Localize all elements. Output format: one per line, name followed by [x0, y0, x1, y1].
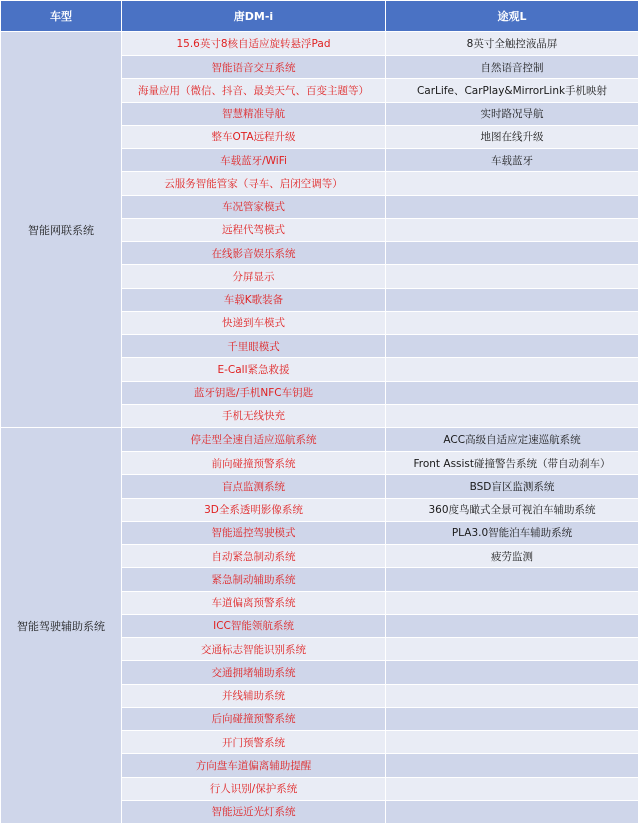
tang-dmi-feature-cell: 手机无线快充: [122, 404, 386, 427]
tiguan-l-feature-cell: [386, 242, 638, 265]
tiguan-l-feature-cell: [386, 381, 638, 404]
tiguan-l-feature-cell: [386, 311, 638, 334]
tang-dmi-feature-cell: 盲点监测系统: [122, 475, 386, 498]
tiguan-l-feature-cell: [386, 638, 638, 661]
tang-dmi-feature-cell: 智能语音交互系统: [122, 56, 386, 79]
tang-dmi-feature-cell: 前向碰撞预警系统: [122, 452, 386, 475]
tiguan-l-feature-cell: [386, 777, 638, 800]
tang-dmi-feature-cell: 快递到车模式: [122, 311, 386, 334]
tiguan-l-feature-cell: [386, 568, 638, 591]
table-row: [1, 428, 638, 452]
header-tang-dmi: 唐DM-i: [122, 1, 386, 32]
tiguan-l-feature-cell: 实时路况导航: [386, 102, 638, 125]
tiguan-l-feature-cell: [386, 335, 638, 358]
table-header: [1, 1, 638, 32]
tang-dmi-feature-cell: 车道偏离预警系统: [122, 591, 386, 614]
tang-dmi-feature-cell: E-Call紧急救援: [122, 358, 386, 381]
tang-dmi-feature-cell: 行人识别/保护系统: [122, 777, 386, 800]
tiguan-l-feature-cell: [386, 218, 638, 241]
tang-dmi-feature-cell: 紧急制动辅助系统: [122, 568, 386, 591]
tang-dmi-feature-cell: 自动紧急制动系统: [122, 545, 386, 568]
header-tiguan-l: 途观L: [386, 1, 638, 32]
tiguan-l-feature-cell: [386, 800, 638, 823]
tang-dmi-feature-cell: 后向碰撞预警系统: [122, 707, 386, 730]
tiguan-l-feature-cell: [386, 754, 638, 777]
tang-dmi-feature-cell: 开门预警系统: [122, 731, 386, 754]
tiguan-l-feature-cell: ACC高级自适应定速巡航系统: [386, 428, 638, 452]
tiguan-l-feature-cell: 自然语音控制: [386, 56, 638, 79]
category-cell: 智能驾驶辅助系统: [1, 428, 122, 824]
tang-dmi-feature-cell: 分屏显示: [122, 265, 386, 288]
header-model-label: 车型: [1, 1, 122, 32]
tang-dmi-feature-cell: 交通拥堵辅助系统: [122, 661, 386, 684]
tiguan-l-feature-cell: [386, 404, 638, 427]
tang-dmi-feature-cell: 15.6英寸8核自适应旋转悬浮Pad: [122, 32, 386, 56]
tang-dmi-feature-cell: 在线影音娱乐系统: [122, 242, 386, 265]
tiguan-l-feature-cell: Front Assist碰撞警告系统（带自动刹车）: [386, 452, 638, 475]
tiguan-l-feature-cell: [386, 614, 638, 637]
tang-dmi-feature-cell: 3D全系透明影像系统: [122, 498, 386, 521]
tiguan-l-feature-cell: [386, 195, 638, 218]
tiguan-l-feature-cell: BSD盲区监测系统: [386, 475, 638, 498]
tiguan-l-feature-cell: [386, 591, 638, 614]
tiguan-l-feature-cell: 360度鸟瞰式全景可视泊车辅助系统: [386, 498, 638, 521]
tang-dmi-feature-cell: 整车OTA远程升级: [122, 125, 386, 148]
tang-dmi-feature-cell: 并线辅助系统: [122, 684, 386, 707]
tang-dmi-feature-cell: 交通标志智能识别系统: [122, 638, 386, 661]
tiguan-l-feature-cell: [386, 731, 638, 754]
tang-dmi-feature-cell: 蓝牙钥匙/手机NFC车钥匙: [122, 381, 386, 404]
tang-dmi-feature-cell: 车载K歌装备: [122, 288, 386, 311]
tiguan-l-feature-cell: PLA3.0智能泊车辅助系统: [386, 521, 638, 544]
tiguan-l-feature-cell: [386, 661, 638, 684]
tiguan-l-feature-cell: [386, 358, 638, 381]
category-cell: 智能网联系统: [1, 32, 122, 428]
tang-dmi-feature-cell: ICC智能领航系统: [122, 614, 386, 637]
tang-dmi-feature-cell: 云服务智能管家（寻车、启闭空调等）: [122, 172, 386, 195]
tang-dmi-feature-cell: 车况管家模式: [122, 195, 386, 218]
table-body: [1, 32, 638, 824]
tiguan-l-feature-cell: [386, 684, 638, 707]
tang-dmi-feature-cell: 远程代驾模式: [122, 218, 386, 241]
tang-dmi-feature-cell: 智慧精准导航: [122, 102, 386, 125]
tiguan-l-feature-cell: 地图在线升级: [386, 125, 638, 148]
tang-dmi-feature-cell: 智能远近光灯系统: [122, 800, 386, 823]
tiguan-l-feature-cell: 8英寸全触控液晶屏: [386, 32, 638, 56]
tang-dmi-feature-cell: 车载蓝牙/WiFi: [122, 149, 386, 172]
tang-dmi-feature-cell: 方向盘车道偏离辅助提醒: [122, 754, 386, 777]
tiguan-l-feature-cell: [386, 265, 638, 288]
tiguan-l-feature-cell: [386, 707, 638, 730]
tang-dmi-feature-cell: 海量应用（微信、抖音、最美天气、百变主题等）: [122, 79, 386, 102]
tiguan-l-feature-cell: [386, 288, 638, 311]
tiguan-l-feature-cell: 疲劳监测: [386, 545, 638, 568]
tang-dmi-feature-cell: 智能遥控驾驶模式: [122, 521, 386, 544]
tang-dmi-feature-cell: 停走型全速自适应巡航系统: [122, 428, 386, 452]
tiguan-l-feature-cell: 车载蓝牙: [386, 149, 638, 172]
table-row: [1, 32, 638, 56]
tiguan-l-feature-cell: [386, 172, 638, 195]
tiguan-l-feature-cell: CarLife、CarPlay&MirrorLink手机映射: [386, 79, 638, 102]
tang-dmi-feature-cell: 千里眼模式: [122, 335, 386, 358]
